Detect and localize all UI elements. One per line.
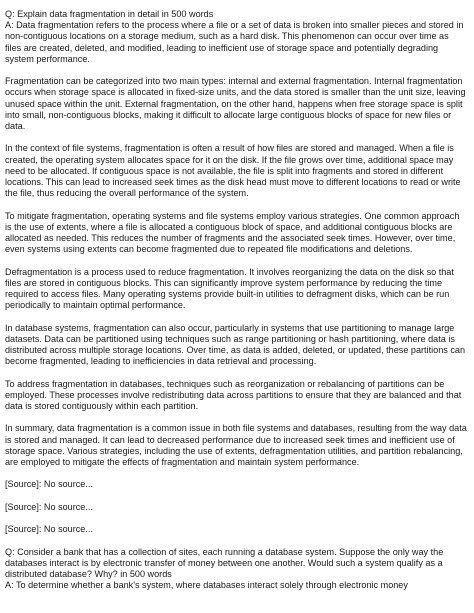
document-page [5, 9, 467, 591]
answer-1-paragraph-5: Defragmentation is a process used to reduce fragmentation. It involves reorganizing the data on the disk so that files are stored in contiguous blocks. This can significantly improve system performance by reducing the time required to access files. Many operating systems provide built-in utilities to defragment disks, which can be run periodically to maintain optimal performance. [5, 266, 454, 311]
source-line-2: [Source]: No source... [5, 501, 93, 512]
source-line-3: [Source]: No source... [5, 524, 93, 535]
source-line-1: [Source]: No source... [5, 479, 93, 490]
answer-1-paragraph-3: In the context of file systems, fragmentation is often a result of how files are stored and managed. When a file is created, the operating system allocates space for it on the disk. If the file grows over time, additional space may need to be allocated. If contiguous space is not available, the file is split into fragments and stored in different locations. This can lead to increased seek times as the disk head must move to different locations to read or write the file, thus reducing the overall performance of the system. [5, 143, 461, 199]
answer-1-paragraph-8: In summary, data fragmentation is a common issue in both file systems and databases, resulting from the way data is stored and managed. It can lead to decreased performance due to increased seek times and inefficient use of storage space. Various strategies, including the use of extents, defragmentation utilities, and partition rebalancing, are employed to mitigate the effects of fragmentation and maintain system performance. [5, 423, 467, 468]
answer-1-paragraph-7: To address fragmentation in databases, techniques such as reorganization or rebalancing of partitions can be employed. These processes involve redistributing data across partitions to ensure that they are balanced and that data is stored contiguously within each partition. [5, 378, 462, 412]
answer-1-paragraph-1: A: Data fragmentation refers to the process where a file or a set of data is broken into smaller pieces and stored in non-contiguous locations on a storage medium, such as a hard disk. This phenomenon can occur over time as files are created, deleted, and modified, leading to inefficient use of storage space and potentially degrading system performance. [5, 20, 464, 64]
question-1: Q: Explain data fragmentation in detail in 500 words [5, 9, 214, 19]
answer-2-paragraph-1: A: To determine whether a bank's system, where databases interact solely through electronic money [5, 580, 408, 591]
answer-1-paragraph-2: Fragmentation can be categorized into two main types: internal and external fragmentation. Internal fragmentation occurs when storage space is allocated in fixed-size units, and the data stored is smaller than the unit size, leaving unused space within the unit. External fragmentation, on the other hand, happens when free storage space is split into small, non-contiguous blocks, making it difficult to allocate large contiguous blocks of space for new files or data. [5, 76, 466, 132]
answer-1-paragraph-4: To mitigate fragmentation, operating systems and file systems employ various strategies. One common approach is the use of extents, where a file is allocated a contiguous block of space, and additional contiguous blocks are allocated as needed. This reduces the number of fragments and the associated seek times. However, over time, even systems using extents can become fragmented due to repeated file modifications and deletions. [5, 210, 460, 255]
question-2: Q: Consider a bank that has a collection of sites, each running a database system. Suppose the only way the databases interact is by electronic transfer of money between one another. Would such a system qualify as a distributed database? Why? in 500 words [5, 546, 444, 579]
answer-1-paragraph-6: In database systems, fragmentation can also occur, particularly in systems that use partitioning to manage large datasets. Data can be partitioned using techniques such as range partitioning or hash partitioning, where data is distributed across multiple storage locations. Over time, as data is added, deleted, or updated, these partitions can become fragmented, leading to inefficiencies in data retrieval and processing. [5, 322, 465, 367]
